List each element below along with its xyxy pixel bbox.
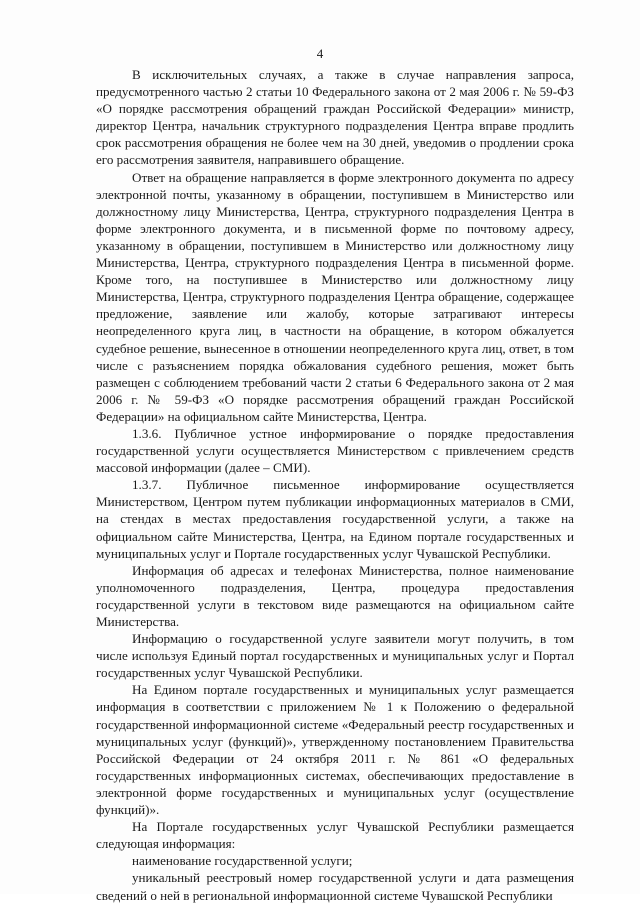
list-item-registry-number: уникальный реестровый номер государственной услуги и дата размещения сведений о ней в региональной информационной системе Чувашской Республики — [96, 870, 574, 903]
list-item-service-name: наименование государственной услуги; — [132, 853, 353, 869]
document-body — [96, 66, 574, 904]
paragraph-extension-of-term: В исключительных случаях, а также в случае направления запроса, предусмотренного частью 2 статьи 10 Федерального закона от 2 мая 2006 г. № 59-ФЗ «О порядке рассмотрения обращений граждан Российской Федерации» министр, директор Центра, начальник структурного подразделения Центра вправе продлить срок рассмотрения обращения не более чем на 30 дней, уведомив о продлении срока его рассмотрения заявителя, направившего обращение. — [96, 67, 574, 168]
paragraph-1-3-7: 1.3.7. Публичное письменное информирование осуществляется Министерством, Центром путем публикации информационных материалов в СМИ, на стендах в местах предоставления государственной услуги, а также на официальном сайте Министерства, Центра, на Едином портале государственных и муниципальных услуг и Портале государственных услуг Чувашской Республики. — [96, 477, 574, 561]
paragraph-chuvash-portal: На Портале государственных услуг Чувашской Республики размещается следующая информация: — [96, 819, 574, 852]
paragraph-reply-form: Ответ на обращение направляется в форме электронного документа по адресу электронной почты, указанному в обращении, поступившем в Министерство или должностному лицу Министерства, Центра, структурного подразделения Центра в форме электронного документа, и в письменной форме по почтовому адресу, указанному в обращении, поступившем в Министерство или должностному лицу Министерства, Центра, структурного подразделения Центра в письменной форме. Кроме того, на поступившее в Министерство или должностному лицу Министерства, Центра, структурного подразделения Центра обращение, содержащее предложение, заявление или жалобу, которые затрагивают интересы неопределенного круга лиц, в частности на обращение, в котором обжалуется судебное решение, вынесенное в отношении неопределенного круга лиц, ответ, в том числе с разъяснением порядка обжалования судебного решения, может быть размещен с соблюдением требований части 2 статьи 6 Федерального закона от 2 мая 2006 г. № 59-ФЗ «О порядке рассмотрения обращений граждан Российской Федерации» на официальном сайте Министерства, Центра. — [96, 169, 574, 424]
paragraph-unified-portal: На Едином портале государственных и муниципальных услуг размещается информация в соответствии с приложением № 1 к Положению о федеральной государственной информационной системе «Федеральный реестр государственных и муниципальных услуг (функций)», утвержденному постановлением Правительства Российской Федерации от 24 октября 2011 г. № 861 «О федеральных государственных информационных системах, обеспечивающих предоставление в электронной форме государственных и муниципальных услуг (осуществление функций)». — [96, 682, 574, 818]
paragraph-1-3-6: 1.3.6. Публичное устное информирование о порядке предоставления государственной услуги осуществляется Министерством с привлечением средств массовой информации (далее – СМИ). — [96, 425, 574, 476]
page-number: 4 — [316, 46, 324, 61]
paragraph-info-via-portals: Информацию о государственной услуге заявители могут получить, в том числе используя Единый портал государственных и муниципальных услуг и Портал государственных услуг Чувашской Республики. — [96, 631, 574, 681]
paragraph-addresses-phones: Информация об адресах и телефонах Министерства, полное наименование уполномоченного подразделения, Центра, процедура предоставления государственной услуги в текстовом виде размещаются на официальном сайте Министерства. — [96, 562, 574, 629]
